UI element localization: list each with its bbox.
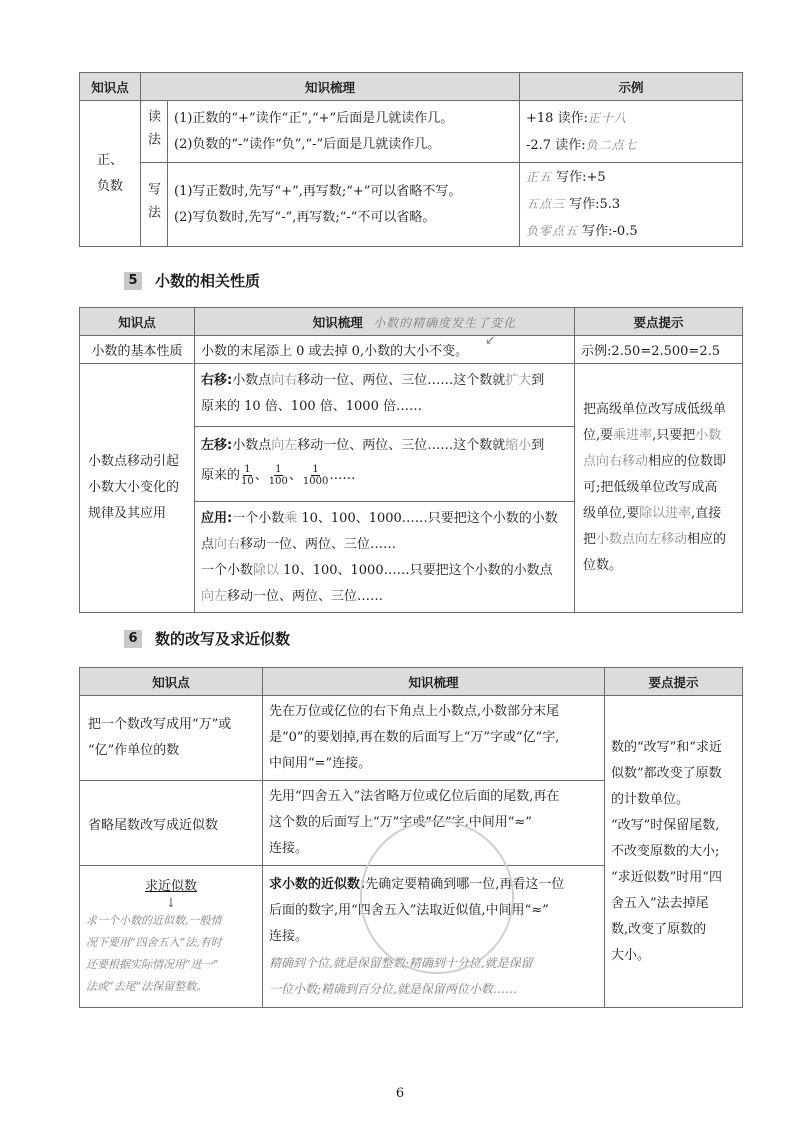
header-topic: 知识点 (80, 308, 195, 336)
write-rules: (1)写正数时,先写“+”,再写数;“+”可以省略不写。 (2)写负数时,先写“-”,再写数;“-”不可以省略。 (168, 163, 520, 247)
decimal-move-hint: 把高级单位改写成低级单 位,要乘进率,只要把小数 点向右移动相应的位数即 可;把低级单位改写成高 级单位,要除以进率,直接 把小数点向左移动相应的 位数。 (575, 364, 743, 613)
topic-rewrite-unit: 把一个数改写成用“万”或 “亿”作单位的数 (80, 696, 263, 781)
basic-property-text: 小数的末尾添上 0 或去掉 0,小数的大小不变。 (195, 336, 575, 364)
topic-decimal-move: 小数点移动引起小数大小变化的规律及其应用 (80, 364, 195, 613)
apply-block: 应用:一个小数乘 10、100、1000……只要把这个小数的小数 点向右移动一位、两位、三位…… 一个小数除以 10、100、1000……只要把这个小数的小数点 向左移动一位、两位、三位…… (201, 511, 558, 604)
page-number: 6 (395, 1086, 405, 1101)
left-move-block: 左移:小数点向左移动一位、两位、三位……这个数就缩小到 原来的 $\frac{1}{10}$ 、 $\frac{1}{100}$ 、 $\frac{1}{1000}$ …… (195, 427, 574, 502)
header-knowledge: 知识梳理 (263, 668, 605, 696)
fraction-tenth: $\frac{1}{10}$ (241, 464, 254, 487)
read-examples: +18 读作:正十八 -2.7 读作:负二点七 (520, 101, 743, 163)
right-move-block: 右移:小数点向右移动一位、两位、三位……这个数就扩大到 原来的 10 倍、100 倍、1000 倍…… (195, 364, 574, 427)
basic-property-hint: 示例:2.50=2.500=2.5 (575, 336, 743, 364)
topic-omit-tail: 省略尾数改写成近似数 (80, 781, 263, 866)
approx-text: 求小数的近似数:先确定要精确到哪一位,再看这一位 后面的数字,用“四舍五入”法取近似值,中间用“≈” 连接。 精确到个位,就是保留整数;精确到十分位,就是保留 一位小数;精确到百分位,就是保留两位小数…… (263, 866, 605, 1008)
sign-number-table (79, 72, 743, 247)
rewrite-hint: 数的“改写”和“求近 似数”都改变了原数 的计数单位。 “改写”时保留尾数, 不改变原数的大小; “求近似数”时用“四 舍五入”法去掉尾 数,改变了原数的 大小。 (605, 696, 743, 1008)
section-5-title: 小数的相关性质 (155, 272, 261, 290)
section-5-heading: 5 小数的相关性质 (124, 270, 260, 291)
header-knowledge: 知识梳理 小数的精确度发生了变化 ↙ (195, 308, 575, 336)
decimal-move-rules (195, 364, 575, 613)
header-hint: 要点提示 (575, 308, 743, 336)
header-topic: 知识点 (80, 73, 141, 101)
decimal-properties-table (79, 307, 743, 613)
omit-tail-text: 先用“四舍五入”法省略万位或亿位后面的尾数,再在 这个数的后面写上“万”字或“亿”字,中间用“≈” 连接。 (263, 781, 605, 866)
subtopic-write: 写法 (141, 163, 168, 247)
rewrite-unit-text: 先在万位或亿位的右下角点上小数点,小数部分末尾 是“0”的要划掉,再在数的后面写上“万”字或“亿”字, 中间用“=”连接。 (263, 696, 605, 781)
header-knowledge: 知识梳理 (141, 73, 520, 101)
fraction-thousandth: $\frac{1}{1000}$ (302, 464, 329, 487)
subtopic-read: 读法 (141, 101, 168, 163)
read-rules: (1)正数的“+”读作“正”,“+”后面是几就读作几。 (2)负数的“-”读作“负”,“-”后面是几就读作几。 (168, 101, 520, 163)
approx-title: 求近似数 (144, 878, 197, 894)
topic-basic-property: 小数的基本性质 (80, 336, 195, 364)
section-6-heading: 6 数的改写及求近似数 (124, 628, 290, 649)
header-example: 示例 (520, 73, 743, 101)
header-hint: 要点提示 (605, 668, 743, 696)
topic-sign-numbers: 正、负数 (80, 101, 141, 247)
header-topic: 知识点 (80, 668, 263, 696)
down-arrow-icon: ↓ (165, 895, 177, 911)
precision-note: 小数的精确度发生了变化 (373, 315, 517, 330)
fraction-hundredth: $\frac{1}{100}$ (268, 464, 288, 487)
write-examples: 正五 写作:+5 五点三 写作:5.3 负零点五 写作:-0.5 (520, 163, 743, 247)
topic-approx: 求近似数 ↓ 求一个小数的近似数,一般情 况下要用“四舍五入”法,有时 还要根据实际情况用“进一” 法或“去尾”法保留整数。 (80, 866, 263, 1008)
note-arrow-icon: ↙ (485, 332, 496, 347)
section-6-title: 数的改写及求近似数 (155, 630, 291, 648)
